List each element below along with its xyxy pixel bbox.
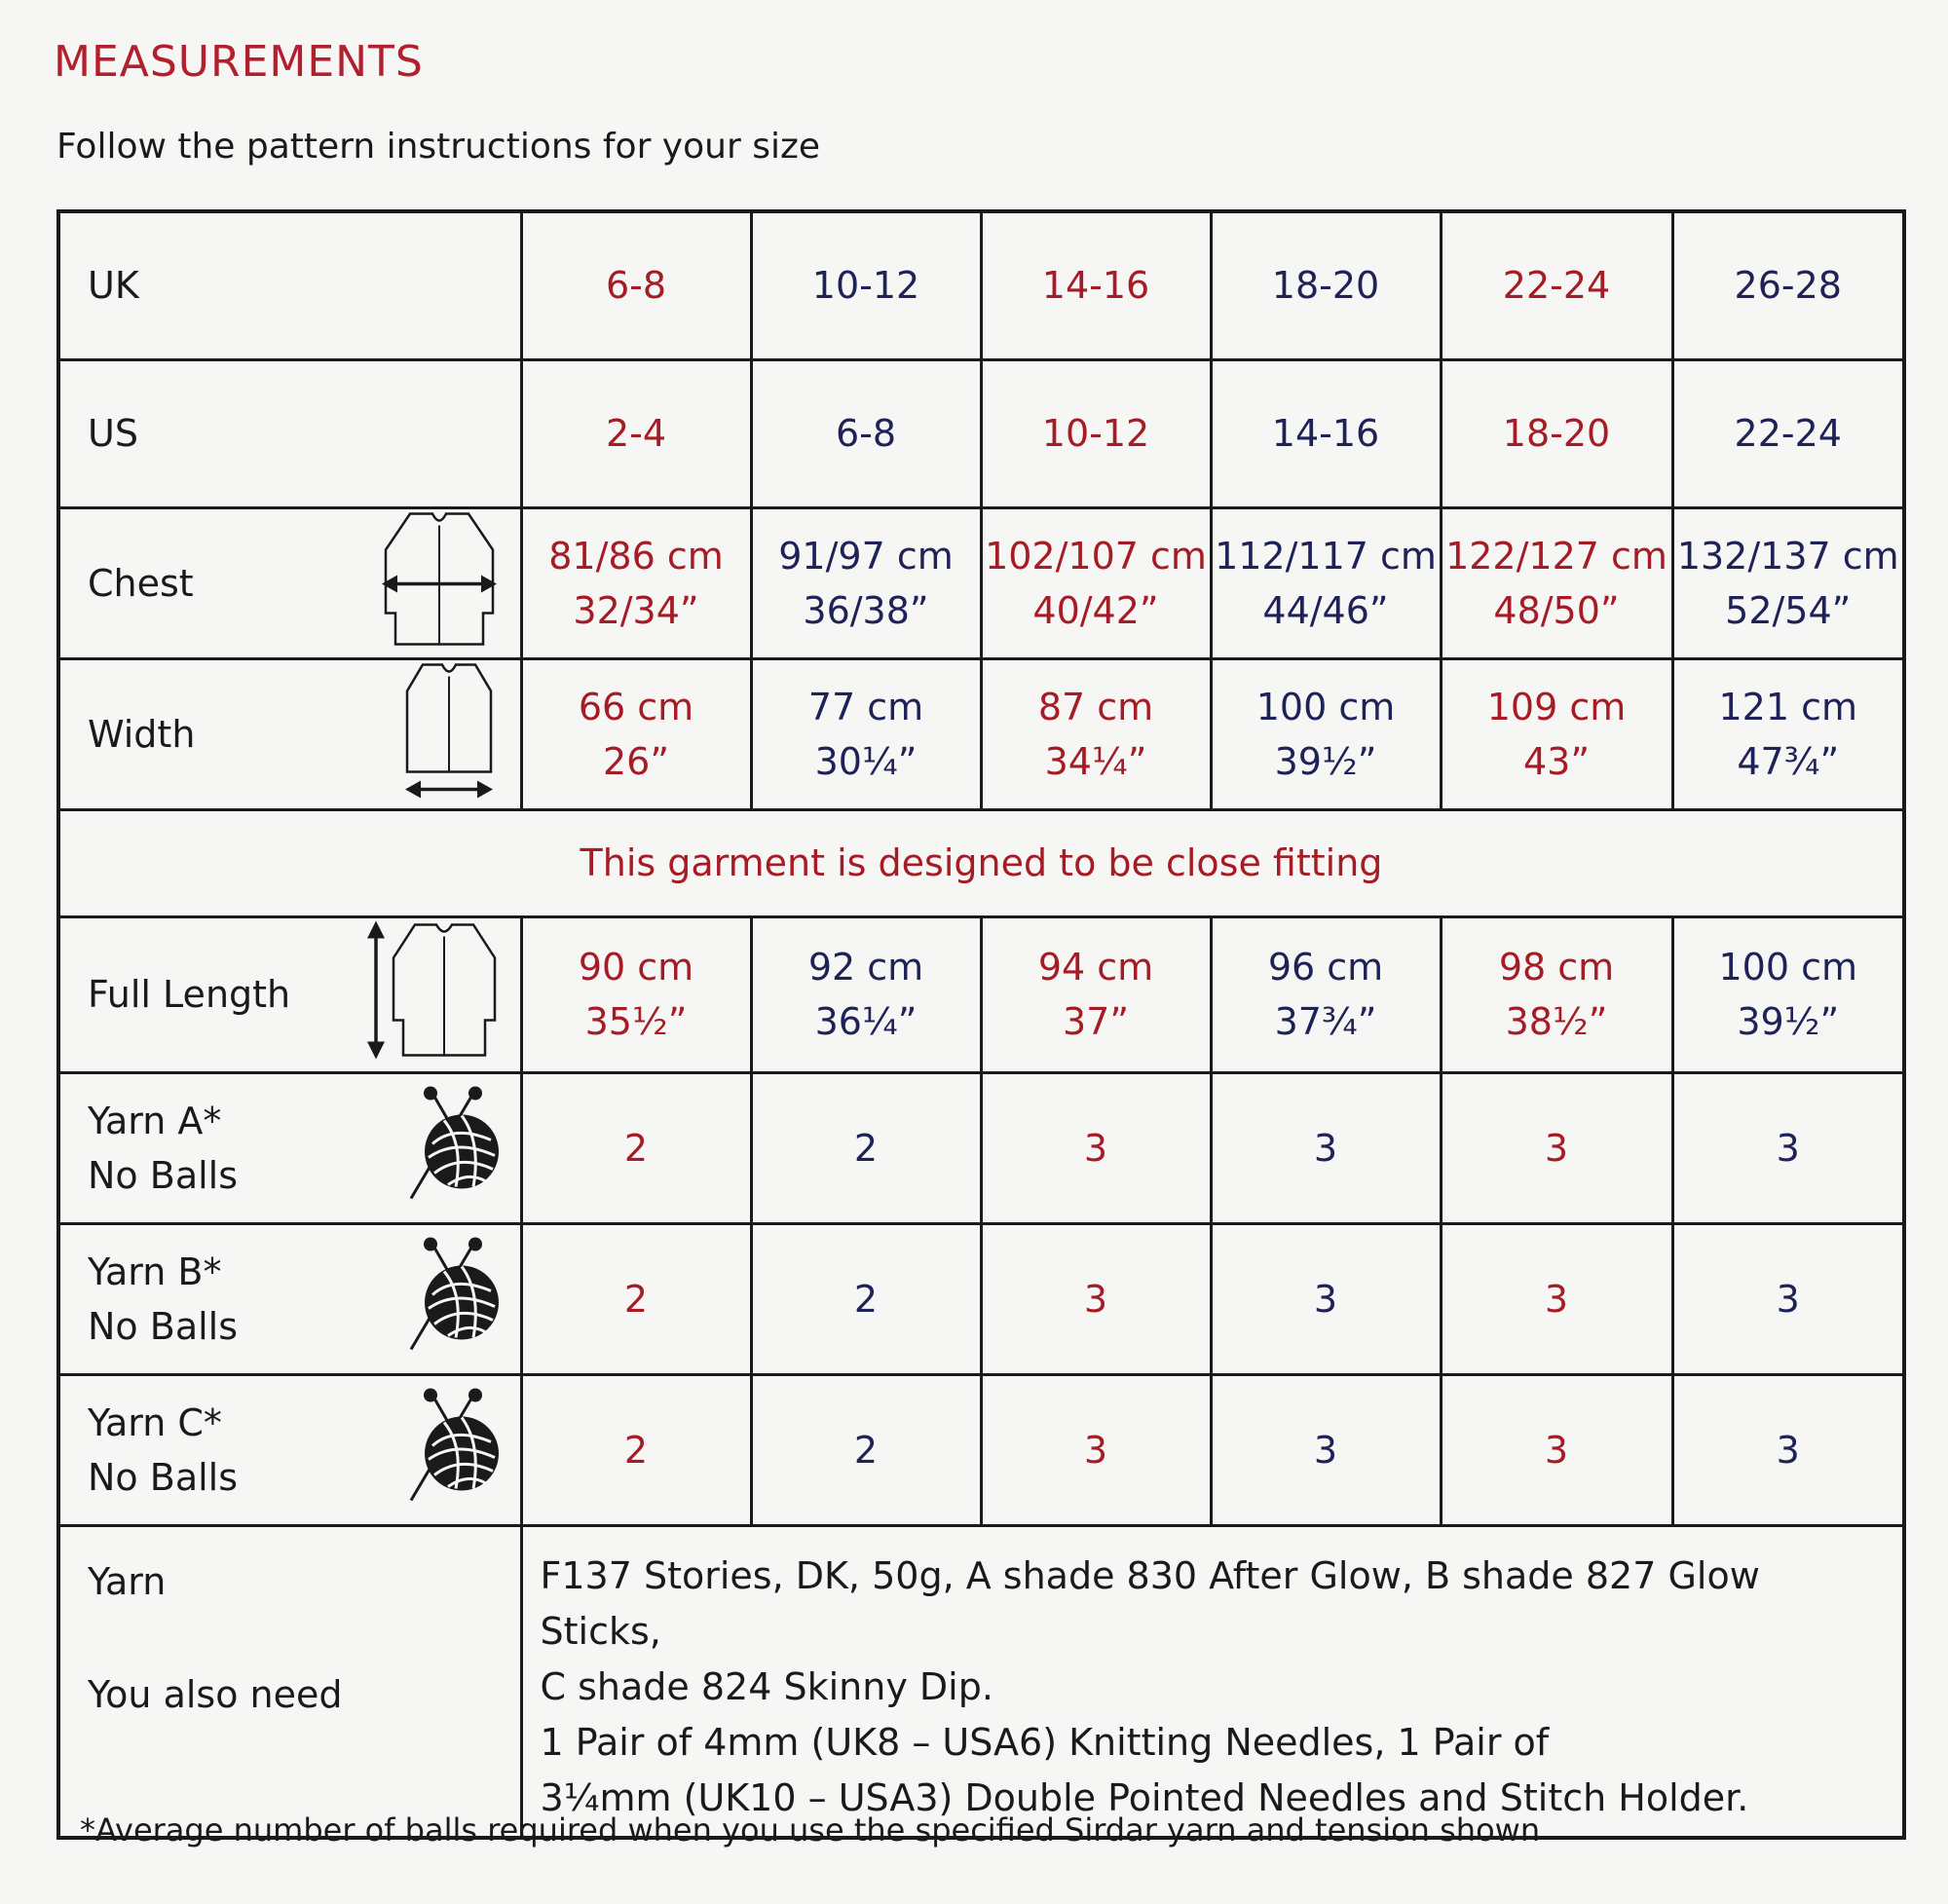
width-size-5: [1441, 658, 1672, 809]
yarn-a-size-3: 3: [981, 1072, 1211, 1223]
chest-cm: 91/97 cm: [778, 534, 954, 578]
yarn-ball-icon: [405, 1236, 503, 1362]
yarn-b-label: Yarn B*: [88, 1250, 222, 1293]
yarn-b-size-4: 3: [1211, 1223, 1441, 1374]
yarn-a-size-6: 3: [1672, 1072, 1904, 1223]
yarn-a-label: Yarn A*: [88, 1099, 222, 1142]
need-line-2: 3¼mm (UK10 – USA3) Double Pointed Needles and Stitch Holder.: [540, 1775, 1749, 1819]
length-measure-icon: [356, 917, 503, 1072]
yarn-info-text: [521, 1525, 1904, 1838]
yarn-a-size-1: 2: [521, 1072, 751, 1223]
chest-label-cell: [58, 507, 521, 658]
chest-size-4: [1211, 507, 1441, 658]
chest-cm: 102/107 cm: [985, 534, 1207, 578]
width-cm: 66 cm: [578, 685, 694, 728]
yarn-b-row: [58, 1223, 1904, 1374]
yarn-c-sublabel: No Balls: [88, 1455, 239, 1499]
uk-label: UK: [88, 264, 139, 308]
chest-size-5: [1441, 507, 1672, 658]
length-in: 37¾”: [1274, 1000, 1377, 1043]
width-size-4: [1211, 658, 1441, 809]
full-length-label: Full Length: [88, 973, 291, 1016]
width-cm: 100 cm: [1255, 685, 1396, 728]
yarn-b-label-cell: [58, 1223, 521, 1374]
chest-in: 32/34”: [573, 588, 699, 632]
yarn-b-size-6: 3: [1672, 1223, 1904, 1374]
width-cm: 121 cm: [1718, 685, 1858, 728]
length-cm: 90 cm: [578, 946, 694, 989]
chest-in: 44/46”: [1262, 588, 1389, 632]
spacer: [88, 1609, 520, 1667]
yarn-b-sublabel: No Balls: [88, 1304, 239, 1348]
yarn-label: Yarn: [88, 1559, 167, 1603]
uk-size-1: 6-8: [521, 211, 751, 359]
measurements-table: [56, 209, 1906, 1840]
uk-size-5: 22-24: [1441, 211, 1672, 359]
length-cm: 96 cm: [1267, 946, 1384, 989]
width-size-3: [981, 658, 1211, 809]
chest-cm: 132/137 cm: [1676, 534, 1899, 578]
chest-size-1: [521, 507, 751, 658]
chest-cm: 122/127 cm: [1445, 534, 1667, 578]
chest-in: 40/42”: [1032, 588, 1159, 632]
length-cm: 100 cm: [1718, 946, 1858, 989]
yarn-b-size-1: 2: [521, 1223, 751, 1374]
length-cm: 94 cm: [1037, 946, 1154, 989]
yarn-c-size-2: 2: [751, 1374, 981, 1525]
length-size-3: [981, 916, 1211, 1072]
uk-size-row: [58, 211, 1904, 359]
length-in: 38½”: [1505, 1000, 1608, 1043]
width-in: 26”: [602, 739, 670, 783]
width-size-1: [521, 658, 751, 809]
width-in: 34¼”: [1044, 739, 1147, 783]
us-size-2: 6-8: [751, 359, 981, 507]
footnote: *Average number of balls required when you use the specified Sirdar yarn and tension shown: [80, 1811, 1541, 1848]
yarn-line-1: F137 Stories, DK, 50g, A shade 830 After Glow, B shade 827 Glow Sticks,: [540, 1553, 1760, 1653]
length-in: 39½”: [1737, 1000, 1840, 1043]
width-cm: 77 cm: [807, 685, 924, 728]
yarn-a-size-5: 3: [1441, 1072, 1672, 1223]
yarn-b-size-5: 3: [1441, 1223, 1672, 1374]
chest-cm: 81/86 cm: [548, 534, 724, 578]
uk-size-6: 26-28: [1672, 211, 1904, 359]
yarn-c-size-6: 3: [1672, 1374, 1904, 1525]
chest-size-3: [981, 507, 1211, 658]
us-size-4: 14-16: [1211, 359, 1441, 507]
chest-in: 52/54”: [1725, 588, 1852, 632]
width-label-cell: [58, 658, 521, 809]
uk-size-4: 18-20: [1211, 211, 1441, 359]
yarn-c-label-cell: [58, 1374, 521, 1525]
yarn-c-size-4: 3: [1211, 1374, 1441, 1525]
width-in: 39½”: [1274, 739, 1377, 783]
yarn-a-size-4: 3: [1211, 1072, 1441, 1223]
width-in: 47¾”: [1737, 739, 1840, 783]
length-size-6: [1672, 916, 1904, 1072]
length-cm: 98 cm: [1498, 946, 1615, 989]
length-size-2: [751, 916, 981, 1072]
fit-note-row: [58, 809, 1904, 916]
width-in: 30¼”: [814, 739, 918, 783]
yarn-c-label: Yarn C*: [88, 1400, 222, 1444]
yarn-c-size-3: 3: [981, 1374, 1211, 1525]
page-title: MEASUREMENTS: [54, 37, 424, 87]
uk-label-cell: [58, 211, 521, 359]
us-size-5: 18-20: [1441, 359, 1672, 507]
chest-in: 48/50”: [1493, 588, 1620, 632]
chest-measure-icon: [376, 505, 503, 660]
uk-size-2: 10-12: [751, 211, 981, 359]
us-label-cell: [58, 359, 521, 507]
width-row: [58, 658, 1904, 809]
us-size-row: [58, 359, 1904, 507]
width-cm: 109 cm: [1486, 685, 1627, 728]
yarn-ball-icon: [405, 1085, 503, 1211]
us-size-6: 22-24: [1672, 359, 1904, 507]
length-cm: 92 cm: [807, 946, 924, 989]
length-size-5: [1441, 916, 1672, 1072]
yarn-c-size-1: 2: [521, 1374, 751, 1525]
full-length-label-cell: [58, 916, 521, 1072]
width-cm: 87 cm: [1037, 685, 1154, 728]
width-in: 43”: [1522, 739, 1591, 783]
yarn-c-row: [58, 1374, 1904, 1525]
yarn-info-row: [58, 1525, 1904, 1838]
also-need-label: You also need: [88, 1672, 343, 1716]
us-label: US: [88, 412, 138, 455]
us-size-1: 2-4: [521, 359, 751, 507]
yarn-ball-icon: [405, 1387, 503, 1512]
length-in: 35½”: [584, 1000, 688, 1043]
length-size-1: [521, 916, 751, 1072]
length-size-4: [1211, 916, 1441, 1072]
chest-row: [58, 507, 1904, 658]
fit-note-cell: [58, 809, 1904, 916]
width-label: Width: [88, 712, 196, 756]
yarn-a-row: [58, 1072, 1904, 1223]
fit-note: This garment is designed to be close fitting: [580, 841, 1383, 884]
length-in: 36¼”: [814, 1000, 918, 1043]
width-size-2: [751, 658, 981, 809]
width-measure-icon: [395, 656, 503, 811]
yarn-line-2: C shade 824 Skinny Dip.: [540, 1664, 993, 1708]
chest-in: 36/38”: [803, 588, 929, 632]
full-length-row: [58, 916, 1904, 1072]
us-size-3: 10-12: [981, 359, 1211, 507]
chest-size-2: [751, 507, 981, 658]
chest-size-6: [1672, 507, 1904, 658]
chest-cm: 112/117 cm: [1215, 534, 1437, 578]
length-in: 37”: [1062, 1000, 1130, 1043]
width-size-6: [1672, 658, 1904, 809]
yarn-info-label-cell: [58, 1525, 521, 1838]
yarn-c-size-5: 3: [1441, 1374, 1672, 1525]
page-subtitle: Follow the pattern instructions for your size: [56, 127, 821, 167]
yarn-b-size-2: 2: [751, 1223, 981, 1374]
yarn-b-size-3: 3: [981, 1223, 1211, 1374]
yarn-a-label-cell: [58, 1072, 521, 1223]
yarn-a-sublabel: No Balls: [88, 1153, 239, 1197]
chest-label: Chest: [88, 561, 194, 605]
yarn-a-size-2: 2: [751, 1072, 981, 1223]
uk-size-3: 14-16: [981, 211, 1211, 359]
need-line-1: 1 Pair of 4mm (UK8 – USA6) Knitting Needles, 1 Pair of: [540, 1720, 1550, 1764]
